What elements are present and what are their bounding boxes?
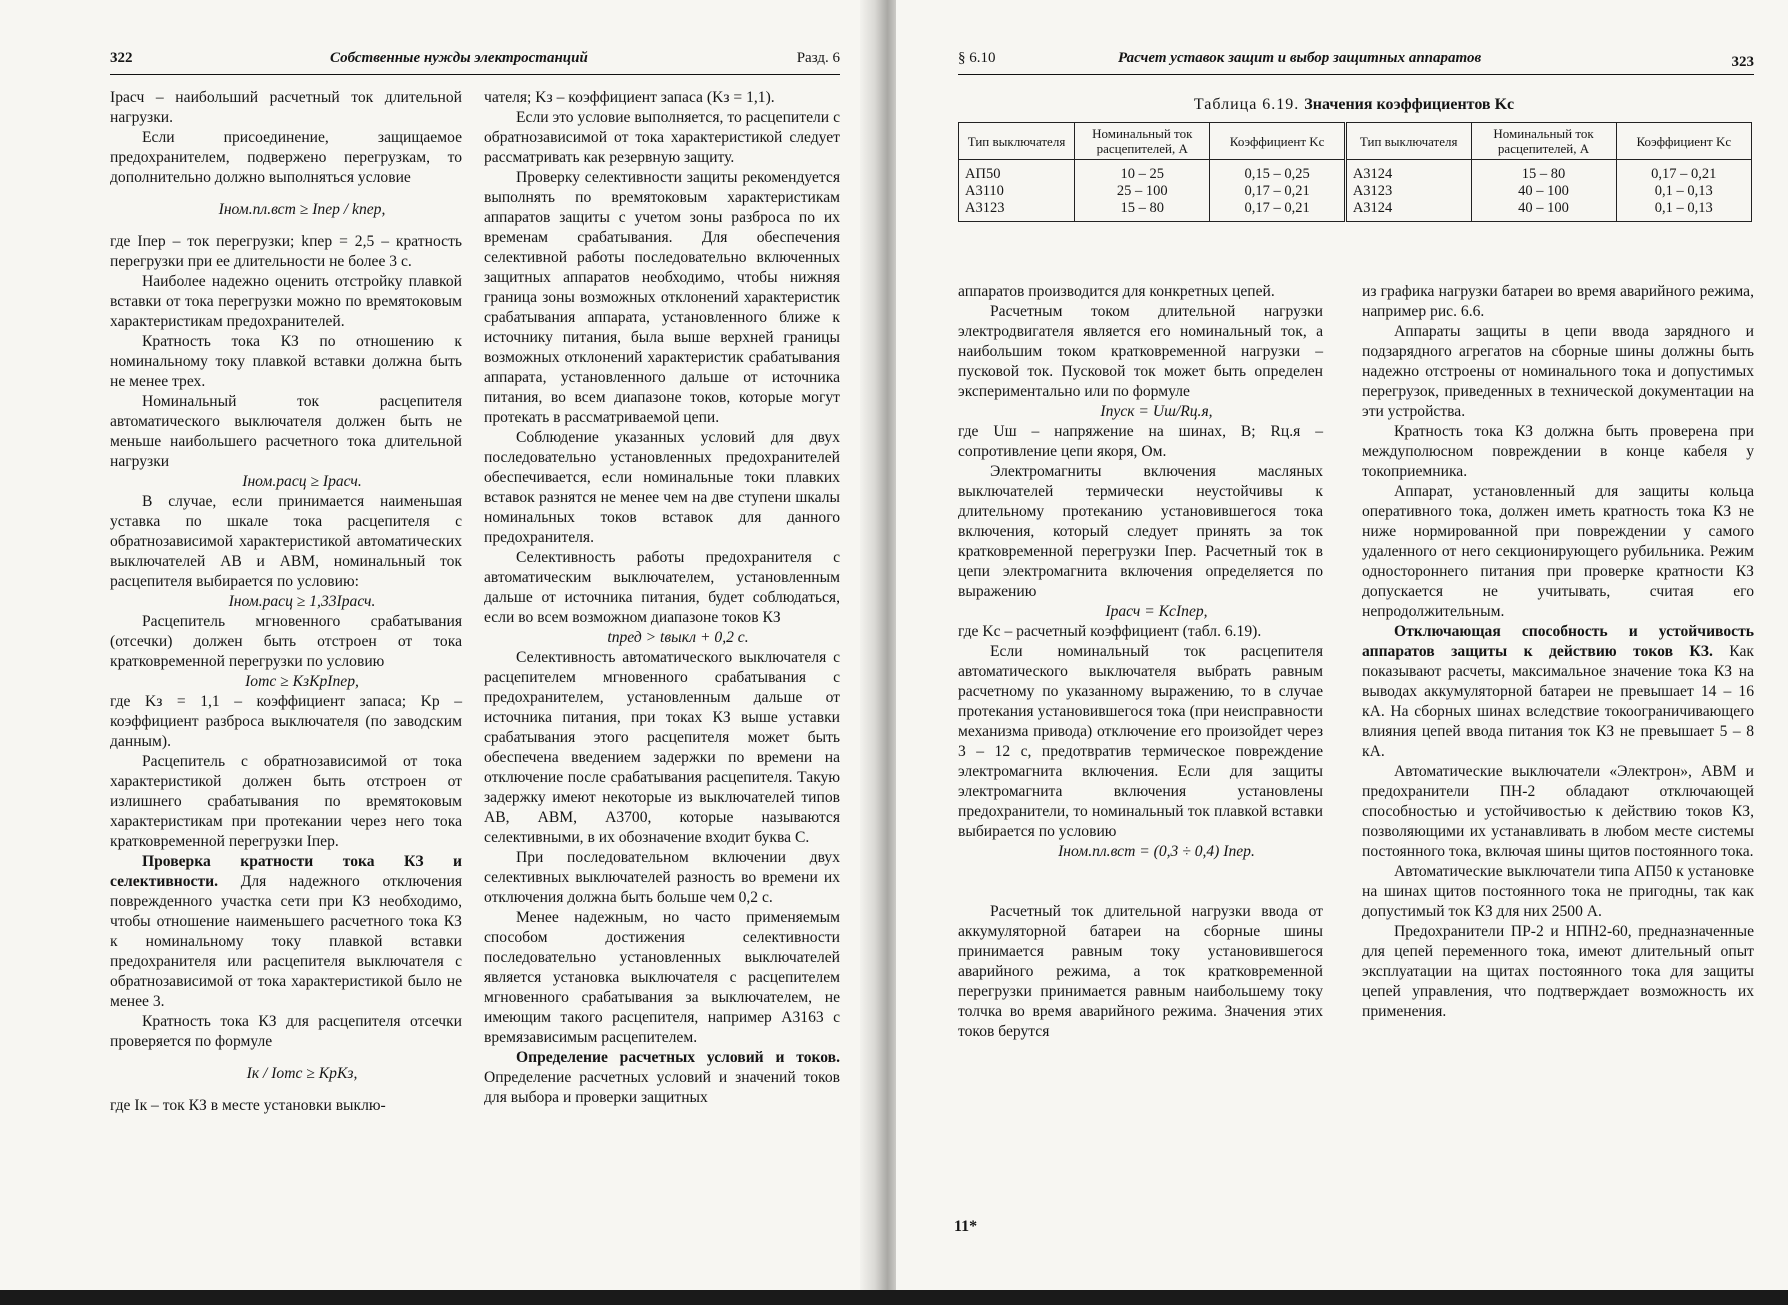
paragraph: где Kс – расчетный коэффициент (табл. 6.19). — [958, 623, 1262, 640]
cell-value: 15 – 80 — [1120, 200, 1164, 216]
cell-value: А3123 — [1352, 183, 1393, 199]
cell-value: 0,17 – 0,21 — [1244, 183, 1310, 199]
formula: Iотс ≥ KзKрIпер, — [245, 673, 359, 690]
cell-value: 0,1 – 0,13 — [1654, 183, 1713, 199]
table-cell — [959, 160, 1075, 222]
table-cell — [1075, 160, 1210, 222]
paragraph: В случае, если принимается наименьшая уставка по шкале тока расцепителя с обратнозависимой характеристикой автоматических выключателей АВ и АВМ, номинальный ток расцепителя выбирается по условию: — [110, 493, 462, 590]
paragraph: Соблюдение указанных условий для двух последовательно установленных предохранителей обеспечивается, если номинальные токи плавких вставок разнятся не менее чем на две ступени шкалы номинальных токов вставок для данного предохранителя. — [484, 429, 840, 546]
table-header-cell: Коэффициент Kс — [1210, 123, 1345, 160]
table-cell — [1210, 160, 1345, 222]
right-column-2 — [1362, 282, 1754, 1022]
cell-value: 0,1 – 0,13 — [1654, 200, 1713, 216]
cell-value: АП50 — [965, 166, 1001, 182]
table-header-cell: Тип выключателя — [959, 123, 1075, 160]
paragraph: Кратность тока КЗ по отношению к номинальному току плавкой вставки должна быть не менее трех. — [110, 333, 462, 390]
paragraph: где Iпер – ток перегрузки; kпер = 2,5 – кратность перегрузки при ее длительности не более 3 с. — [110, 233, 462, 270]
cell-value: 0,15 – 0,25 — [1244, 166, 1310, 182]
cell-value: А3124 — [1352, 166, 1393, 182]
paragraph: Iрасч – наибольший расчетный ток длительной нагрузки. — [110, 89, 462, 126]
cell-value: А3124 — [1352, 200, 1393, 216]
subheading: Определение расчетных условий и токов. — [516, 1049, 840, 1066]
formula: Iк / Iотс ≥ KрKз, — [246, 1065, 358, 1082]
table-header-cell: Номинальный ток расцепителей, А — [1075, 123, 1210, 160]
right-page — [896, 0, 1788, 1290]
running-title-left: Собственные нужды электростанций — [330, 50, 588, 66]
paragraph: Расчетным током длительной нагрузки электродвигателя является его номинальный ток, а наибольшим током кратковременной нагрузки – пусковой ток. Пусковой ток может быть определен экспериментально или по формуле — [958, 303, 1323, 400]
signature-mark: 11* — [954, 1218, 978, 1235]
paragraph: Номинальный ток расцепителя автоматического выключателя должен быть не меньше наибольшего расчетного тока длительной нагрузки — [110, 393, 462, 470]
subheading: Проверка кратности тока КЗ и селективности. — [110, 853, 462, 890]
subheading: Отключающая способность и устойчивость аппаратов защиты к действию токов КЗ. — [1362, 623, 1754, 660]
formula: tпред > tвыкл + 0,2 с. — [607, 629, 749, 646]
paragraph: Менее надежным, но часто применяемым способом достижения селективности последовательно установленных выключателей является установка выключателя с расцепителем мгновенного срабатывания за выключателем, не имеющим такого расцепителя, например А3163 с времязависимым расцепителем. — [484, 909, 840, 1046]
cell-value: 40 – 100 — [1518, 200, 1569, 216]
left-running-header — [110, 48, 840, 75]
paragraph — [110, 852, 462, 1012]
formula: Iном.расц ≥ 1,33Iрасч. — [228, 593, 376, 610]
table-cell — [1345, 160, 1471, 222]
left-column-1 — [110, 88, 462, 1116]
right-column-1 — [958, 282, 1323, 1042]
paragraph: Селективность автоматического выключателя с расцепителем мгновенного срабатывания с предохранителем, установленным дальше от источника питания, при токах КЗ выше уставки срабатывания этого расцепителя может быть обеспечена введением задержки по времени на отключение после срабатывания расцепителя. Такую задержку имеют некоторые из выключателей типов АВ, АВМ, А3700, которые называются селективными, в их обозначение входит буква С. — [484, 649, 840, 846]
paragraph: Кратность тока КЗ для расцепителя отсечки проверяется по формуле — [110, 1013, 462, 1050]
table-cell — [1616, 160, 1751, 222]
paragraph: Расцепитель мгновенного срабатывания (отсечки) должен быть отстроен от тока кратковременной перегрузки по условию — [110, 613, 462, 670]
formula: Iном.пл.вст ≥ Iпер / kпер, — [218, 201, 386, 218]
scan-bottom-edge — [0, 1290, 1788, 1305]
formula: Iном.пл.вст = (0,3 ÷ 0,4) Iпер. — [1058, 843, 1255, 860]
paragraph-text: Для надежного отключения поврежденного участка сети при КЗ необходимо, чтобы отношение наименьшего расчетного тока КЗ к номинальному току плавкой вставки предохранителя или расцепителя выключателя с обратнозависимой от тока характеристикой было не менее 3. — [110, 873, 462, 1010]
paragraph — [484, 1048, 840, 1108]
table-cell — [1471, 160, 1616, 222]
paragraph: Аппарат, установленный для защиты кольца оперативного тока, должен иметь кратность тока КЗ не ниже нормированной при повреждении у самого удаленного от него секционирующего рубильника. Режим одностороннего питания при проверке кратности КЗ допускается не учитывать, считая его непродолжительным. — [1362, 483, 1754, 620]
table-caption-prefix: Таблица 6.19. — [1193, 96, 1300, 113]
table-header-cell: Коэффициент Kс — [1616, 123, 1751, 160]
paragraph: Селективность работы предохранителя с автоматическим выключателем, установленным дальше от источника питания, будет соблюдаться, если во всем возможном диапазоне токов КЗ — [484, 549, 840, 626]
right-running-header — [958, 48, 1754, 75]
running-title-right: Расчет уставок защит и выбор защитных аппаратов — [1118, 50, 1482, 66]
paragraph: Расчетный ток длительной нагрузки ввода от аккумуляторной батареи на сборные шины принимается равным току установившегося аварийного режима, а ток кратковременной перегрузки принимается равным наибольшему току толчка во время аварийного режима. Значения этих токов берутся — [958, 903, 1323, 1040]
paragraph: где Uш – напряжение на шинах, В; Rц.я – сопротивление цепи якоря, Ом. — [958, 423, 1323, 460]
cell-value: А3110 — [965, 183, 1004, 199]
paragraph — [1362, 622, 1754, 762]
paragraph-text: Как показывают расчеты, максимальное значение тока КЗ на выводах аккумуляторной батареи не превышает 14 – 16 кА. На сборных шинах вследствие токоограничивающего влияния цепей ввода питания ток КЗ не превышает 5 – 8 кА. — [1362, 643, 1754, 760]
section-label-left: Разд. 6 — [796, 50, 840, 66]
paragraph: Аппараты защиты в цепи ввода зарядного и подзарядного агрегатов на сборные шины должны быть надежно отстроены от номинального тока и допустимых перегрузок, приведенных в технической документации на эти устройства. — [1362, 323, 1754, 420]
paragraph: Если это условие выполняется, то расцепители с обратнозависимой от тока характеристикой следует рассматривать как резервную защиту. — [484, 109, 840, 166]
table-header-cell: Тип выключателя — [1345, 123, 1471, 160]
paragraph: Автоматические выключатели типа АП50 к установке на шинах щитов постоянного тока не пригодны, так как допустимый ток КЗ для них 2500 А. — [1362, 863, 1754, 920]
section-label-right: § 6.10 — [958, 50, 996, 66]
page-number-right: 323 — [1731, 54, 1754, 70]
paragraph: где Kз = 1,1 – коэффициент запаса; Kр – коэффициент разброса выключателя (по заводским данным). — [110, 693, 462, 750]
formula: Iрасч = KсIпер, — [1105, 603, 1208, 620]
paragraph: где Iк – ток КЗ в месте установки выклю- — [110, 1097, 386, 1114]
cell-value: А3123 — [965, 200, 1005, 216]
cell-value: 40 – 100 — [1518, 183, 1569, 199]
table-header-cell: Номинальный ток расцепителей, А — [1471, 123, 1616, 160]
paragraph-text: Определение расчетных условий и значений токов для выбора и проверки защитных — [484, 1069, 840, 1106]
paragraph: Кратность тока КЗ должна быть проверена при междуполюсном повреждении в конце кабеля у токоприемника. — [1362, 423, 1754, 480]
paragraph: Электромагниты включения масляных выключателей термически неустойчивы к длительному протеканию установившегося тока включения, который следует принять за ток кратковременной перегрузки Iпер. Расчетный ток в цепи электромагнита включения определяется по выражению — [958, 463, 1323, 600]
table-caption-title: Значения коэффициентов Kс — [1304, 96, 1515, 113]
cell-value: 25 – 100 — [1116, 183, 1168, 199]
formula: Iпуск = Uш/Rц.я, — [1100, 403, 1213, 420]
left-page — [0, 0, 880, 1290]
paragraph: Предохранители ПР-2 и НПН2-60, предназначенные для цепей переменного тока, имеют длительный опыт эксплуатации на щитах постоянного тока для защиты цепей управления, что подтверждает возможность их применения. — [1362, 923, 1754, 1020]
cell-value: 0,17 – 0,21 — [1244, 200, 1310, 216]
left-column-2 — [484, 88, 840, 1108]
coefficients-table — [958, 122, 1752, 222]
cell-value: 0,17 – 0,21 — [1651, 166, 1717, 182]
paragraph: Расцепитель с обратнозависимой от тока характеристикой должен быть отстроен от излишнего срабатывания по времятоковым характеристикам при протекании через него тока кратковременной перегрузки Iпер. — [110, 753, 462, 850]
paragraph: Наиболее надежно оценить отстройку плавкой вставки от тока перегрузки можно по времятоковым характеристикам предохранителей. — [110, 273, 462, 330]
cell-value: 15 – 80 — [1521, 166, 1566, 182]
paragraph: При последовательном включении двух селективных выключателей разность во времени их отключения должна быть больше чем 0,2 с. — [484, 849, 840, 906]
table-header-row — [959, 123, 1752, 160]
paragraph: аппаратов производится для конкретных цепей. — [958, 283, 1275, 300]
page-number-left: 322 — [110, 50, 133, 66]
paragraph: Автоматические выключатели «Электрон», АВМ и предохранители ПН-2 обладают отключающей способностью и устойчивостью к действию токов КЗ, позволяющими их устанавливать в любом месте системы постоянного тока, включая шины щитов постоянного тока. — [1362, 763, 1754, 860]
table-row — [959, 160, 1752, 222]
table-caption — [954, 96, 1754, 114]
paragraph: из графика нагрузки батареи во время аварийного режима, например рис. 6.6. — [1362, 283, 1754, 320]
paragraph: Проверку селективности защиты рекомендуется выполнять по времятоковым характеристикам аппаратов защиты с учетом зоны разброса по их временам срабатывания. Для обеспечения селективной работы последовательно включенных защитных аппаратов необходимо, чтобы нижняя граница зоны возможных отклонений характеристик срабатывания аппарата, установленного ближе к источнику питания, была выше верхней границы возможных отклонений характеристик срабатывания аппарата, установленного дальше от источника питания, во всем диапазоне токов, которые могут протекать в рассматриваемой цепи. — [484, 169, 840, 426]
paragraph: Если номинальный ток расцепителя автоматического выключателя выбрать равным расчетному по указанному выражению, то в случае протекания установившегося тока (при неисправности механизма привода) отключение его произойдет через 3 – 12 с, предотвратив термическое повреждение электромагнита включения. Если для защиты электромагнита включения установлены предохранители, то номинальный ток плавкой вставки выбирается по условию — [958, 643, 1323, 840]
paragraph: Если присоединение, защищаемое предохранителем, подвержено перегрузкам, то дополнительно должно выполняться условие — [110, 129, 462, 186]
cell-value: 10 – 25 — [1120, 166, 1164, 182]
formula: Iном.расц ≥ Iрасч. — [242, 473, 362, 490]
paragraph: чателя; Kз – коэффициент запаса (Kз = 1,1). — [484, 89, 775, 106]
